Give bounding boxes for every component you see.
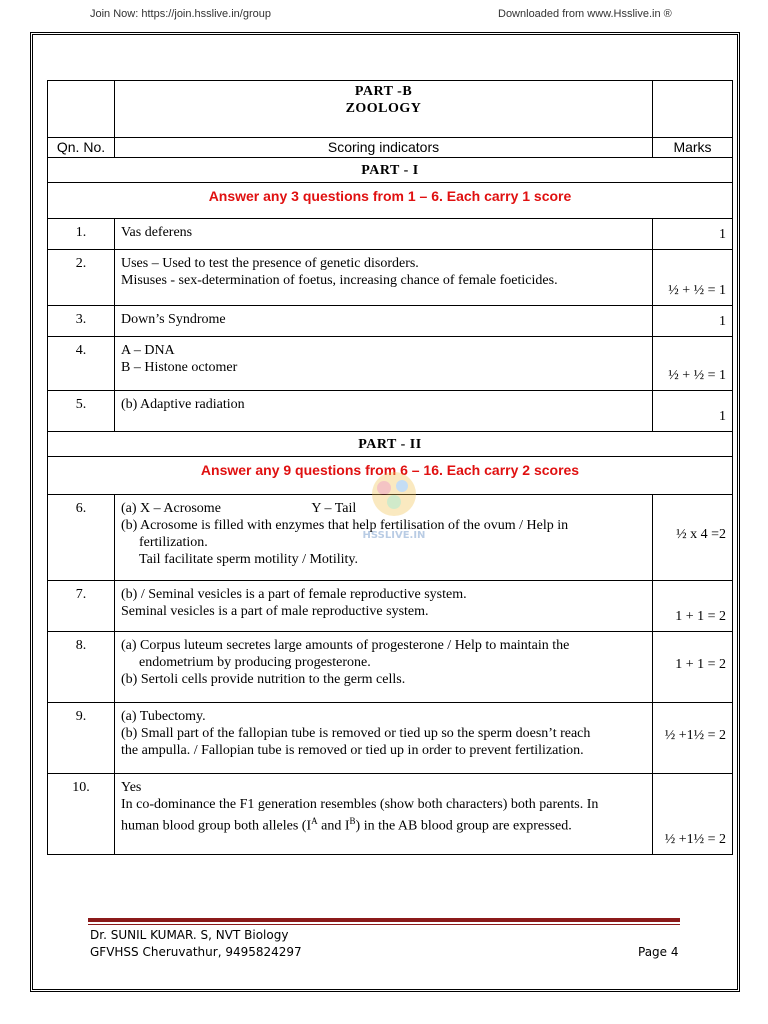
table-row xyxy=(48,306,733,337)
answer-line: fertilization. xyxy=(139,535,208,550)
answer-line: Down’s Syndrome xyxy=(121,312,226,327)
header-title xyxy=(115,81,653,138)
answer-line: Misuses - sex-determination of foetus, increasing chance of female foeticides. xyxy=(121,273,558,288)
table-row xyxy=(48,632,733,703)
answer-cell xyxy=(115,703,653,774)
question-number: 9. xyxy=(48,703,115,774)
answer-line: (b) Acrosome is filled with enzymes that help fertilisation of the ovum / Help in xyxy=(121,518,569,533)
part2-title-row xyxy=(48,432,733,457)
watermark-text: HSSLIVE.IN xyxy=(362,530,426,541)
marks-cell: ½ +1½ = 2 xyxy=(653,774,733,855)
answer-line: endometrium by producing progesterone. xyxy=(139,655,371,670)
marks-cell: ½ + ½ = 1 xyxy=(653,337,733,391)
question-number: 10. xyxy=(48,774,115,855)
answer-cell xyxy=(115,306,653,337)
answer-cell xyxy=(115,632,653,703)
col-indicators-header: Scoring indicators xyxy=(115,138,653,158)
footer-school: GFVHSS Cheruvathur, 9495824297 xyxy=(90,945,302,959)
allele-superscript: B xyxy=(349,816,356,826)
answer-line: A – DNA xyxy=(121,343,175,358)
answer-cell xyxy=(115,391,653,432)
answer-line: (a) Tubectomy. xyxy=(121,709,206,724)
part1-title-row xyxy=(48,158,733,183)
answer-cell xyxy=(115,250,653,306)
answer-text: human blood group both alleles (I xyxy=(121,818,312,834)
part1-instruction-row xyxy=(48,183,733,219)
page-number: Page 4 xyxy=(638,945,679,959)
question-number: 1. xyxy=(48,219,115,250)
answer-line: (a) Corpus luteum secretes large amounts of progesterone / Help to maintain the xyxy=(121,638,570,653)
header-title-row xyxy=(48,81,733,138)
table-row xyxy=(48,581,733,632)
question-number: 4. xyxy=(48,337,115,391)
table-row xyxy=(48,219,733,250)
question-number: 7. xyxy=(48,581,115,632)
question-number: 8. xyxy=(48,632,115,703)
hsslive-watermark-logo xyxy=(358,466,430,548)
answer-line: Seminal vesicles is a part of male reproductive system. xyxy=(121,604,429,619)
answer-cell xyxy=(115,219,653,250)
question-number: 2. xyxy=(48,250,115,306)
part1-instruction: Answer any 3 questions from 1 – 6. Each carry 1 score xyxy=(48,183,733,219)
marks-cell: ½ +1½ = 2 xyxy=(653,703,733,774)
part2-instruction: Answer any 9 questions from 6 – 16. Each carry 2 scores xyxy=(48,457,733,495)
answer-line: (b) / Seminal vesicles is a part of female reproductive system. xyxy=(121,587,467,602)
top-join-link[interactable]: Join Now: https://join.hsslive.in/group xyxy=(90,8,271,20)
answer-line: (b) Small part of the fallopian tube is removed or tied up so the sperm doesn’t reach xyxy=(121,726,591,741)
col-marks-header: Marks xyxy=(653,138,733,158)
marks-cell: 1 + 1 = 2 xyxy=(653,632,733,703)
part2-title: PART - II xyxy=(48,432,733,457)
footer-author-name: Dr. SUNIL KUMAR. S, NVT Biology xyxy=(90,928,289,942)
answer-line xyxy=(121,813,646,835)
question-number: 3. xyxy=(48,306,115,337)
marks-cell: 1 xyxy=(653,306,733,337)
table-row xyxy=(48,391,733,432)
marks-cell: ½ + ½ = 1 xyxy=(653,250,733,306)
marks-cell: 1 + 1 = 2 xyxy=(653,581,733,632)
answer-line: In co-dominance the F1 generation resembles (show both characters) both parents. In xyxy=(121,797,599,812)
header-blank-right xyxy=(653,81,733,138)
answer-line: (b) Adaptive radiation xyxy=(121,397,245,412)
answer-text: ) in the AB blood group are expressed. xyxy=(355,818,572,834)
answer-line: the ampulla. / Fallopian tube is removed or tied up in order to prevent fertilization. xyxy=(121,743,584,758)
answer-line: (a) X – Acrosome Y – Tail xyxy=(121,501,357,516)
marks-cell: 1 xyxy=(653,391,733,432)
footer-rule xyxy=(88,918,680,922)
marks-cell: 1 xyxy=(653,219,733,250)
allele-superscript: A xyxy=(311,816,318,826)
col-qn-header: Qn. No. xyxy=(48,138,115,158)
answer-line: Tail facilitate sperm motility / Motility. xyxy=(139,552,358,567)
answer-cell xyxy=(115,581,653,632)
column-header-row xyxy=(48,138,733,158)
zoology-title: ZOOLOGY xyxy=(345,101,422,116)
header-blank-left xyxy=(48,81,115,138)
answer-line: Yes xyxy=(121,780,142,795)
question-number: 5. xyxy=(48,391,115,432)
table-row xyxy=(48,337,733,391)
answer-cell xyxy=(115,774,653,855)
part1-title: PART - I xyxy=(48,158,733,183)
top-download-source[interactable]: Downloaded from www.Hsslive.in ® xyxy=(498,8,672,20)
marks-cell: ½ x 4 =2 xyxy=(653,495,733,581)
part-b-title: PART -B xyxy=(354,84,413,99)
answer-line: B – Histone octomer xyxy=(121,360,238,375)
answer-line: Vas deferens xyxy=(121,225,193,240)
answer-line: Uses – Used to test the presence of genetic disorders. xyxy=(121,256,419,271)
answer-cell xyxy=(115,337,653,391)
question-number: 6. xyxy=(48,495,115,581)
table-row xyxy=(48,774,733,855)
table-row xyxy=(48,250,733,306)
table-row xyxy=(48,703,733,774)
answer-line: (b) Sertoli cells provide nutrition to the germ cells. xyxy=(121,672,406,687)
answer-text: and I xyxy=(317,818,350,834)
footer-author xyxy=(90,927,302,961)
footer-rule-thin xyxy=(88,924,680,925)
